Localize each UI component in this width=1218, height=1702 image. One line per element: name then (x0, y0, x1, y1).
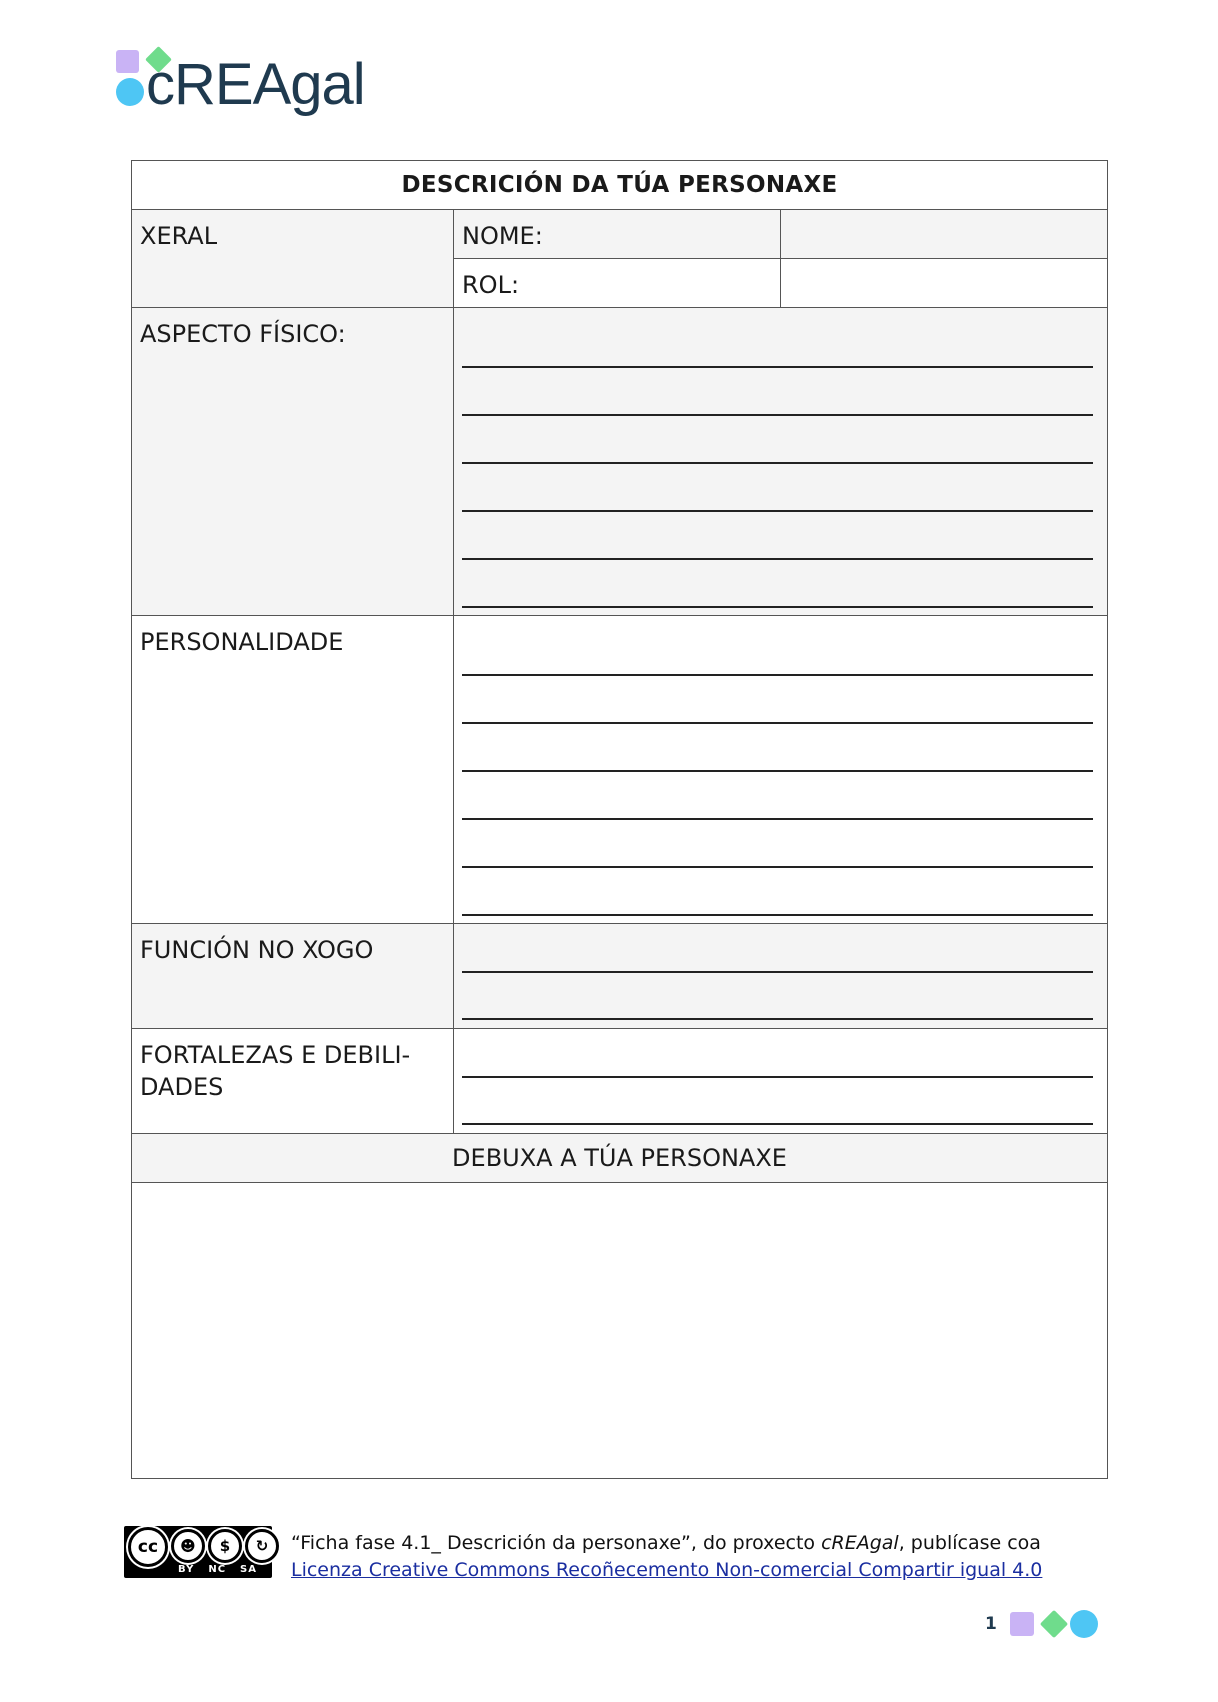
writing-line (462, 1078, 1093, 1125)
writing-line (462, 676, 1093, 724)
role-field[interactable] (781, 259, 1108, 308)
logo-circle-shape (116, 78, 144, 106)
cc-license-badge[interactable] (124, 1526, 272, 1578)
page-number: 1 (985, 1614, 997, 1634)
writing-line (462, 868, 1093, 916)
writing-line (462, 820, 1093, 868)
physical-field[interactable] (454, 308, 1108, 616)
personality-label: PERSONALIDADE (132, 616, 454, 924)
writing-line (462, 416, 1093, 464)
license-link[interactable]: Licenza Creative Commons Recoñecemento Non-comercial Compartir igual 4.0 (291, 1559, 1043, 1581)
project-name: cREAgal (821, 1532, 899, 1554)
general-label: XERAL (132, 210, 454, 308)
drawing-area[interactable] (132, 1183, 1108, 1479)
physical-label: ASPECTO FÍSICO: (132, 308, 454, 616)
cc-tag-by: BY (178, 1564, 195, 1575)
writing-line (462, 560, 1093, 608)
writing-line (462, 926, 1093, 973)
cc-tag-nc: NC (208, 1564, 227, 1575)
sa-share-icon: ↻ (245, 1529, 279, 1563)
writing-line (462, 973, 1093, 1020)
attribution-before: “Ficha fase 4.1_ Descrición da personaxe”, do proxecto (291, 1532, 822, 1554)
creagal-logo (116, 46, 365, 126)
physical-writing-lines (454, 308, 1107, 615)
writing-line (462, 1031, 1093, 1078)
writing-line (462, 464, 1093, 512)
logo-square-shape (116, 50, 139, 73)
by-person-icon: ☻ (171, 1529, 205, 1563)
role-label: ROL: (454, 259, 781, 308)
nc-dollar-icon: $ (208, 1529, 242, 1563)
personality-writing-lines (454, 616, 1107, 923)
strengths-label: FORTALEZAS E DEBILI- DADES (132, 1029, 454, 1134)
name-label: NOME: (454, 210, 781, 259)
strengths-field[interactable] (454, 1029, 1108, 1134)
footer-circle-shape (1070, 1610, 1098, 1638)
personality-field[interactable] (454, 616, 1108, 924)
attribution-text (291, 1530, 1091, 1584)
logo-text: cREAgal (146, 52, 365, 117)
footer-square-shape (1010, 1612, 1034, 1636)
name-field[interactable] (781, 210, 1108, 259)
writing-line (462, 628, 1093, 676)
writing-line (462, 512, 1093, 560)
function-field[interactable] (454, 924, 1108, 1029)
strengths-writing-lines (454, 1029, 1107, 1133)
cc-icon: cc (128, 1527, 168, 1567)
function-label: FUNCIÓN NO XOGO (132, 924, 454, 1029)
writing-line (462, 772, 1093, 820)
draw-label: DEBUXA A TÚA PERSONAXE (132, 1134, 1108, 1183)
sheet-title: DESCRICIÓN DA TÚA PERSONAXE (132, 161, 1108, 210)
writing-line (462, 368, 1093, 416)
function-writing-lines (454, 924, 1107, 1028)
writing-line (462, 320, 1093, 368)
footer-diamond-shape (1040, 1610, 1068, 1638)
attribution-after: , publícase coa (898, 1532, 1041, 1554)
writing-line (462, 724, 1093, 772)
cc-tag-sa: SA (240, 1564, 257, 1575)
character-description-table (131, 160, 1108, 1479)
